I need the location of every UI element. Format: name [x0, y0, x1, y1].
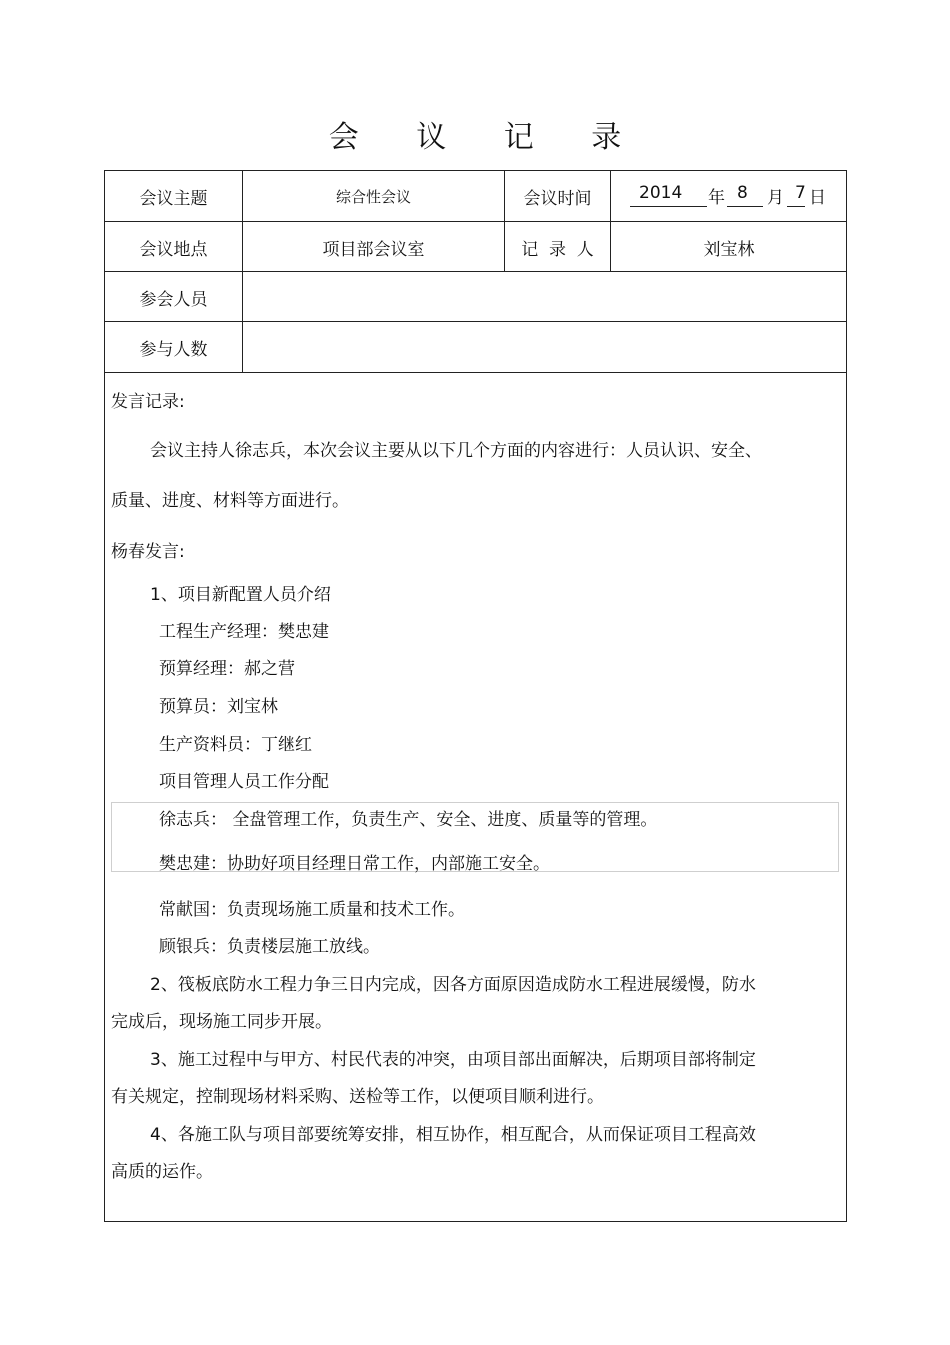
- item-2-line-2: 完成后，现场施工同步开展。: [111, 1012, 332, 1032]
- intro-line-1: 会议主持人徐志兵，本次会议主要从以下几个方面的内容进行：人员认识、安全、: [150, 441, 762, 461]
- staff-line: 项目管理人员工作分配: [159, 772, 329, 792]
- recorder-value: 刘宝林: [703, 239, 755, 260]
- topic-label: 会议主题: [139, 188, 208, 209]
- location-label: 会议地点: [139, 239, 208, 260]
- staff-line: 预算经理：郝之营: [159, 659, 295, 679]
- location-value: 项目部会议室: [322, 239, 425, 260]
- meeting-record-table: [104, 170, 847, 1222]
- time-label: 会议时间: [523, 188, 592, 209]
- date-year: 2014: [639, 183, 683, 203]
- item-4-line-1: 4、各施工队与项目部要统筹安排，相互协作，相互配合，从而保证项目工程高效: [150, 1125, 756, 1145]
- date-day-unit: 日: [809, 188, 826, 208]
- duty-line: 常献国：负责现场施工质量和技术工作。: [159, 900, 465, 920]
- attendees-label: 参会人员: [139, 289, 208, 310]
- staff-line: 预算员：刘宝林: [159, 697, 278, 717]
- row-divider: [105, 372, 846, 373]
- date-month-unit: 月: [767, 188, 784, 208]
- count-label: 参与人数: [139, 339, 208, 360]
- item-1: 1、项目新配置人员介绍: [150, 585, 331, 605]
- record-heading: 发言记录:: [111, 392, 185, 412]
- meeting-date: [611, 171, 847, 221]
- date-month: 8: [737, 183, 748, 203]
- staff-line: 生产资料员：丁继红: [159, 735, 312, 755]
- item-4-line-2: 高质的运作。: [111, 1162, 213, 1182]
- duty-line: 樊忠建：协助好项目经理日常工作，内部施工安全。: [159, 854, 550, 874]
- duty-line: 徐志兵： 全盘管理工作，负责生产、安全、进度、质量等的管理。: [159, 810, 658, 830]
- count-value: [243, 322, 847, 372]
- item-3-line-2: 有关规定，控制现场材料采购、送检等工作，以便项目顺利进行。: [111, 1087, 604, 1107]
- item-2-line-1: 2、筏板底防水工程力争三日内完成，因各方面原因造成防水工程进展缓慢，防水: [150, 975, 756, 995]
- topic-value: 综合性会议: [335, 187, 411, 206]
- date-day: 7: [795, 183, 806, 203]
- attendees-value: [243, 272, 847, 322]
- speaker-name: 杨春发言:: [111, 542, 185, 562]
- page-title: 会 议 记 录: [328, 120, 646, 155]
- duty-line: 顾银兵：负责楼层施工放线。: [159, 937, 380, 957]
- staff-line: 工程生产经理：樊忠建: [159, 622, 329, 642]
- intro-line-2: 质量、进度、材料等方面进行。: [111, 491, 349, 511]
- recorder-label: 记 录 人: [521, 239, 594, 260]
- date-year-unit: 年: [708, 188, 725, 208]
- item-3-line-1: 3、施工过程中与甲方、村民代表的冲突，由项目部出面解决，后期项目部将制定: [150, 1050, 756, 1070]
